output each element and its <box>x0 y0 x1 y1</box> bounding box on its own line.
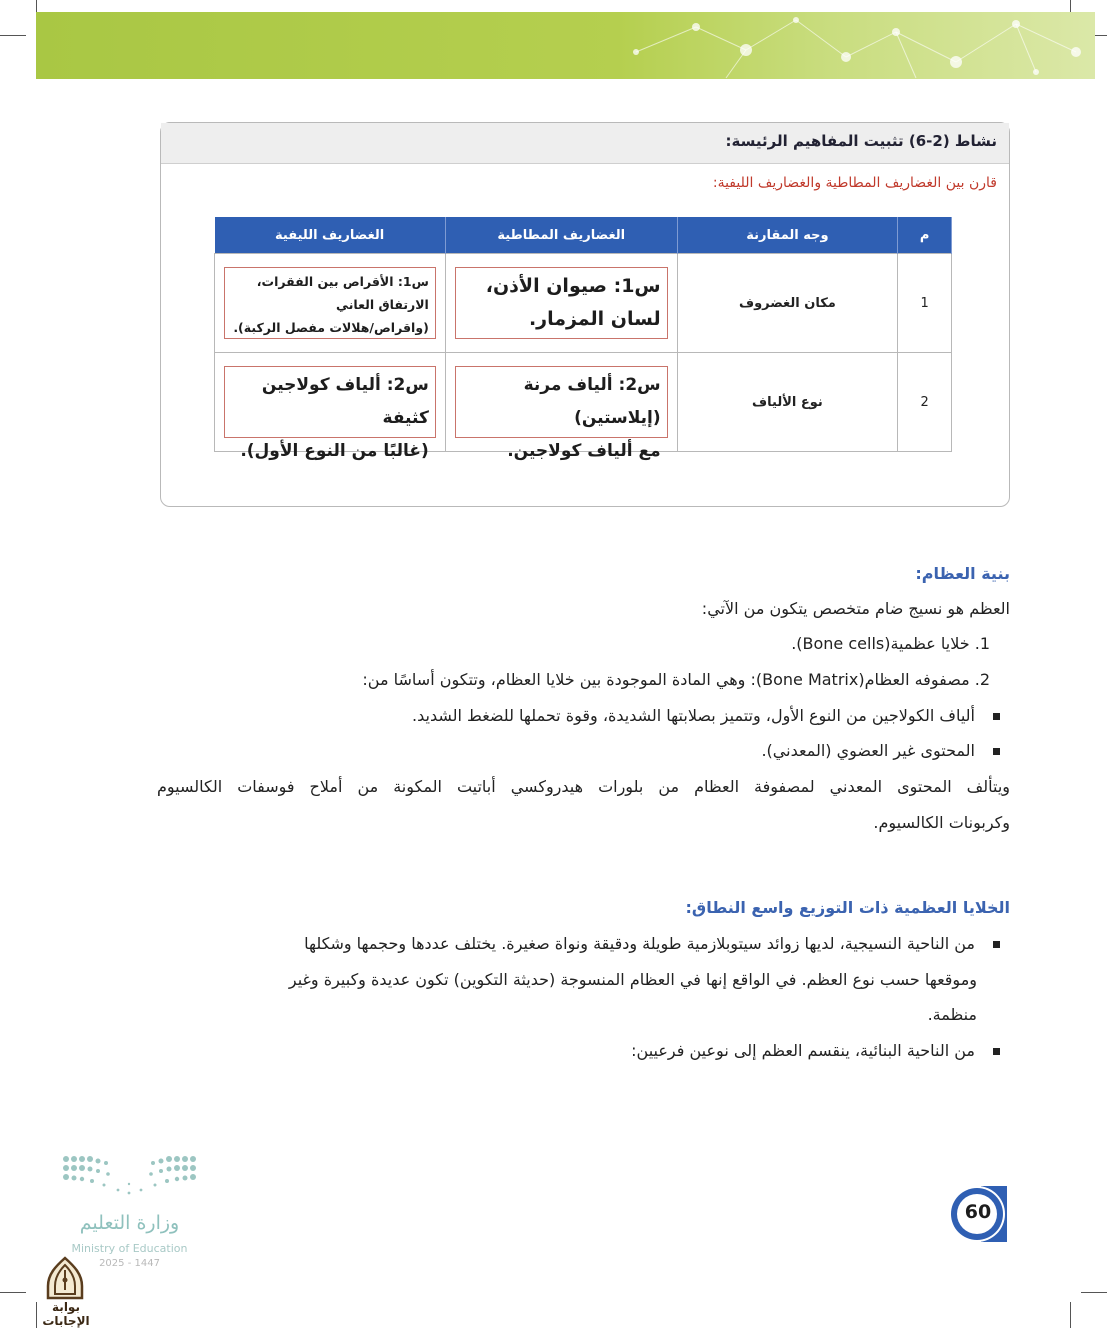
elastic-cell <box>445 254 677 353</box>
answer-line: (واقراص/هلالات مفصل الركبة). <box>233 320 429 335</box>
answer-line: مع ألياف كولاجين. <box>507 441 661 461</box>
row-num: 2 <box>898 353 952 452</box>
answer-line: س1: الأقراص بين الفقرات، <box>256 274 429 289</box>
row-num: 1 <box>898 254 952 353</box>
table-header-row <box>215 217 952 254</box>
fibrous-cell <box>215 254 446 353</box>
answer-line: س2: ألياف كولاجين كثيفة <box>261 375 429 428</box>
ministry-year: 2025 - 1447 <box>99 1258 160 1269</box>
crop-mark <box>0 35 26 36</box>
molecule-decoration-icon <box>36 12 1095 79</box>
table-row <box>215 353 952 452</box>
bullet-text: ألياف الكولاجين من النوع الأول، وتتميز بصلابتها الشديدة، وقوة تحملها للضغط الشديد. <box>412 706 975 725</box>
bullet-icon <box>993 713 1000 720</box>
bullet-text-continuation: وموقعها حسب نوع العظم. في الواقع إنها في العظام المنسوجة (حديثة التكوين) تكون عديدة وكبيرة وغير <box>288 970 977 989</box>
row-aspect: نوع الألياف <box>677 353 898 452</box>
answer-box <box>455 366 668 461</box>
fibrous-cell <box>215 353 446 461</box>
bullet-icon <box>993 748 1000 755</box>
activity-box <box>160 122 1010 507</box>
elastic-cell <box>445 353 677 461</box>
bone-structure-intro: العظم هو نسيج ضام متخصص يتكون من الآتي: <box>701 599 1010 618</box>
list-item <box>761 741 1000 760</box>
activity-prompt: قارن بين الغضاريف المطاطية والغضاريف الليفية: <box>712 175 997 191</box>
site-name: بوابة الإجابات <box>42 1300 90 1328</box>
ministry-logo-icon <box>62 1154 197 1198</box>
answer-line: س1: صيوان الأذن، <box>485 275 661 297</box>
crop-mark <box>0 1292 26 1293</box>
bullet-icon <box>993 1048 1000 1055</box>
activity-title: نشاط (2-6) تثبيت المفاهيم الرئيسة: <box>725 132 997 150</box>
bone-item-2: 2. مصفوفه العظام(Bone Matrix): وهي المادة الموجودة بين خلايا العظام، وتتكون أساسًا من: <box>362 670 990 689</box>
header-aspect: وجه المقارنة <box>677 217 898 254</box>
pen-nib-logo-icon <box>44 1256 86 1300</box>
answer-line: س2: ألياف مرنة (إيلاستين) <box>523 375 661 428</box>
ministry-name-ar: وزارة التعليم <box>79 1212 180 1234</box>
crop-mark <box>1070 1302 1071 1328</box>
answer-box <box>224 366 436 461</box>
bullet-text: المحتوى غير العضوي (المعدني). <box>761 741 975 760</box>
bullet-text: من الناحية البنائية، ينقسم العظم إلى نوعين فرعيين: <box>631 1041 975 1060</box>
activity-header <box>161 123 1009 164</box>
answer-line: الارتفاق العاني <box>336 297 429 312</box>
bone-cells-title: الخلايا العظمية ذات التوزيع واسع النطاق: <box>685 898 1010 917</box>
bone-structure-title: بنية العظام: <box>915 564 1010 583</box>
answer-box <box>455 267 668 339</box>
header-elastic: الغضاريف المطاطية <box>445 217 677 254</box>
header-num: م <box>898 217 952 254</box>
ministry-name-en: Ministry of Education <box>71 1242 188 1255</box>
comparison-table <box>214 217 952 461</box>
list-item <box>412 706 1000 725</box>
mineral-text-line: وكربونات الكالسيوم. <box>873 813 1010 832</box>
bullet-text-continuation: منظمة. <box>927 1005 977 1024</box>
bone-item-1: 1. خلايا عظمية(Bone cells). <box>791 634 990 653</box>
answer-box <box>224 267 436 339</box>
page-number: 60 <box>964 1201 992 1223</box>
answer-line: لسان المزمار. <box>528 308 661 330</box>
bullet-text: من الناحية النسيجية، لديها زوائد سيتوبلازمية طويلة ودقيقة ونواة صغيرة. يختلف عددها وحجمها وشكلها <box>304 934 975 953</box>
mineral-text-line: ويتألف المحتوى المعدني لمصفوفة العظام من بلورات هيدروكسي أباتيت المكونة من أملاح فوسفات الكالسيوم <box>157 777 1010 796</box>
answer-line: (غالبًا من النوع الأول). <box>240 441 429 461</box>
list-item <box>631 1041 1000 1060</box>
row-aspect: مكان الغضروف <box>677 254 898 353</box>
header-fibrous: الغضاريف الليفية <box>215 217 446 254</box>
list-item <box>304 934 1000 953</box>
crop-mark <box>1081 1292 1107 1293</box>
header-band <box>36 12 1095 79</box>
table-row <box>215 254 952 353</box>
bullet-icon <box>993 941 1000 948</box>
